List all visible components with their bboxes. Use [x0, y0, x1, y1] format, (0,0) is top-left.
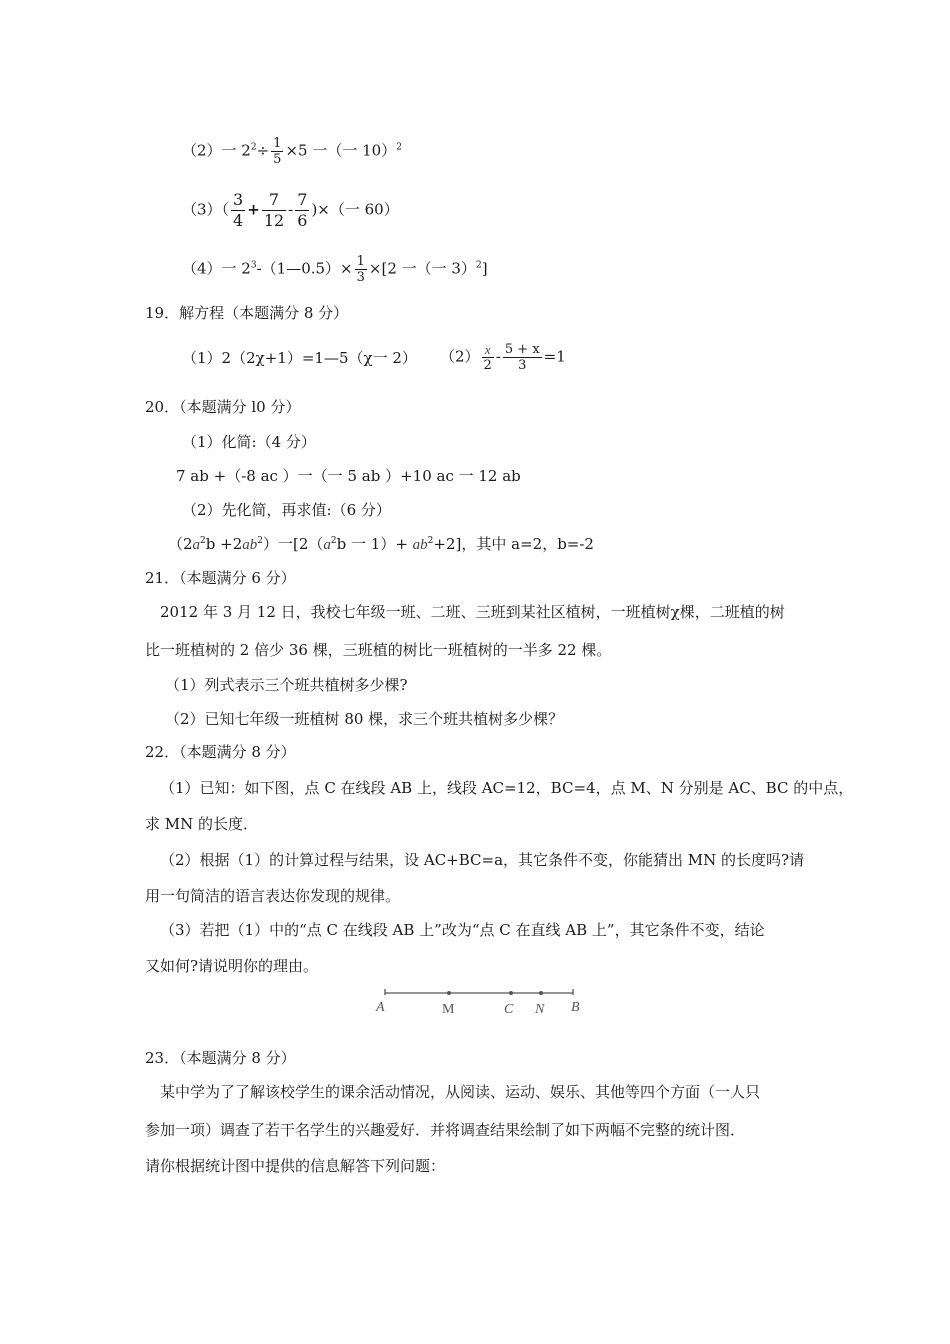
exponent: 3 — [250, 260, 257, 271]
expr-part: ）一[2（ — [263, 535, 324, 553]
q23-title: 23．（本题满分 8 分） — [145, 1049, 296, 1067]
q20-expression-1: 7 ab +（-8 ac ）一（一 5 ab ）+10 ac 一 12 ab — [176, 467, 521, 485]
q21-line-1: 2012 年 3 月 12 日，我校七年级一班、二班、三班到某社区植树，一班植树χ棵，二班植的树 — [160, 603, 785, 621]
denominator: 6 — [297, 211, 308, 230]
numerator: 5 + x — [504, 342, 540, 357]
point-m — [447, 991, 451, 995]
q22-line-2: 求 MN 的长度． — [145, 815, 259, 833]
numerator: 1 — [273, 136, 282, 151]
numerator: 1 — [356, 254, 365, 269]
exponent: 2 — [475, 260, 482, 271]
q21-title: 21．（本题满分 6 分） — [145, 569, 296, 587]
divide-sign: ÷ — [256, 141, 270, 160]
denominator: 3 — [518, 358, 527, 373]
q22-line-6: 又如何?请说明你的理由。 — [145, 957, 319, 975]
numerator: x — [482, 342, 494, 358]
q20-expression-2 — [168, 534, 594, 555]
denominator: 3 — [356, 270, 365, 285]
q23-line-1: 某中学为了了解该校学生的课余活动情况，从阅读、运动、娱乐、其他等四个方面（一人只 — [160, 1083, 761, 1101]
q20-sub-1: （1）化简:（4 分） — [182, 433, 316, 451]
q18-item-3 — [182, 190, 399, 231]
expr-part: +2]，其中 a=2，b=-2 — [433, 535, 594, 553]
fraction — [503, 342, 542, 373]
q20-sub-2: （2）先化简，再求值:（6 分） — [182, 501, 391, 519]
q18-4-mid: -（1—0.5）× — [256, 259, 353, 278]
minus-sign: - — [288, 200, 294, 219]
expr-part: （2 — [168, 535, 193, 553]
q22-title: 22．（本题满分 8 分） — [145, 743, 296, 761]
q23-line-3: 请你根据统计图中提供的信息解答下列问题： — [145, 1157, 446, 1175]
denominator: 4 — [233, 211, 244, 230]
denominator: 2 — [483, 358, 492, 373]
fraction — [295, 190, 309, 231]
segment-figure — [370, 985, 610, 1025]
q19-2-label: （2） — [440, 347, 480, 366]
point-n — [539, 991, 543, 995]
label-c: C — [504, 1002, 514, 1017]
minus-sign: - — [495, 347, 501, 366]
label-n: N — [535, 1002, 545, 1017]
q18-4-end: ] — [481, 259, 488, 278]
q21-line-2: 比一班植树的 2 倍少 36 棵，三班植的树比一班植树的一半多 22 棵。 — [145, 641, 612, 659]
denominator: 5 — [273, 152, 282, 167]
q19-item-2 — [440, 342, 566, 373]
q19-item-1: （1）2（2χ+1）=1—5（χ一 2） — [182, 349, 417, 367]
q18-3-lead: （3）（ — [182, 200, 230, 219]
q21-line-3: （1）列式表示三个班共植树多少棵? — [165, 676, 408, 694]
q21-line-4: （2）已知七年级一班植树 80 棵，求三个班共植树多少棵？ — [165, 710, 564, 728]
exponent: 2 — [257, 536, 263, 546]
q18-4-tail: ×[2 一（一 3） — [368, 259, 476, 278]
exponent: 2 — [427, 536, 434, 546]
expr-part: b 一 1）+ — [336, 535, 413, 553]
fraction — [355, 254, 367, 285]
fraction — [271, 136, 283, 167]
expr-var: a — [192, 537, 201, 553]
fraction — [231, 190, 245, 231]
fraction — [262, 190, 286, 231]
expr-var: ab — [242, 537, 258, 553]
q18-2-tail: ×5 一（一 10） — [285, 141, 397, 160]
q18-3-tail: )×（一 60） — [311, 200, 399, 219]
denominator: 12 — [263, 211, 285, 230]
fraction — [482, 342, 494, 373]
exponent: 2 — [396, 142, 402, 153]
q23-line-2: 参加一项）调查了若干名学生的兴趣爱好．并将调查结果绘制了如下两幅不完整的统计图． — [145, 1121, 746, 1139]
q18-item-4 — [182, 254, 488, 285]
q18-2-lead: （2）一 2 — [182, 141, 251, 160]
q22-line-5: （3）若把（1）中的“点 C 在线段 AB 上”改为“点 C 在直线 AB 上”，其它条件不变，结论 — [160, 921, 765, 939]
q19-2-rhs: =1 — [543, 347, 566, 366]
exponent: 2 — [200, 536, 206, 546]
point-c — [509, 991, 513, 995]
plus-sign: + — [247, 200, 260, 219]
exponent: 2 — [330, 536, 337, 546]
label-a: A — [376, 1000, 385, 1015]
numerator: 7 — [297, 190, 308, 209]
numerator: 7 — [262, 190, 286, 211]
expr-var: ab — [412, 537, 428, 553]
label-m: M — [442, 1002, 455, 1017]
q22-line-3: （2）根据（1）的计算过程与结果，设 AC+BC=a，其它条件不变，你能猜出 MN 的长度吗?请 — [160, 851, 805, 869]
exponent: 2 — [250, 142, 257, 153]
q20-title: 20．（本题满分 l0 分） — [145, 398, 301, 416]
numerator: 3 — [233, 190, 244, 209]
q22-line-4: 用一句简洁的语言表达你发现的规律。 — [145, 887, 401, 905]
q18-4-lead: （4）一 2 — [182, 259, 251, 278]
q22-line-1: （1）已知：如下图，点 C 在线段 AB 上，线段 AC=12，BC=4，点 M、N 分别是 AC、BC 的中点， — [160, 779, 854, 797]
q19-title: 19．解方程（本题满分 8 分） — [145, 304, 349, 322]
expr-var: a — [323, 537, 331, 553]
expr-part: b +2 — [205, 535, 243, 553]
label-b: B — [571, 1000, 580, 1015]
q18-item-2 — [182, 136, 402, 167]
